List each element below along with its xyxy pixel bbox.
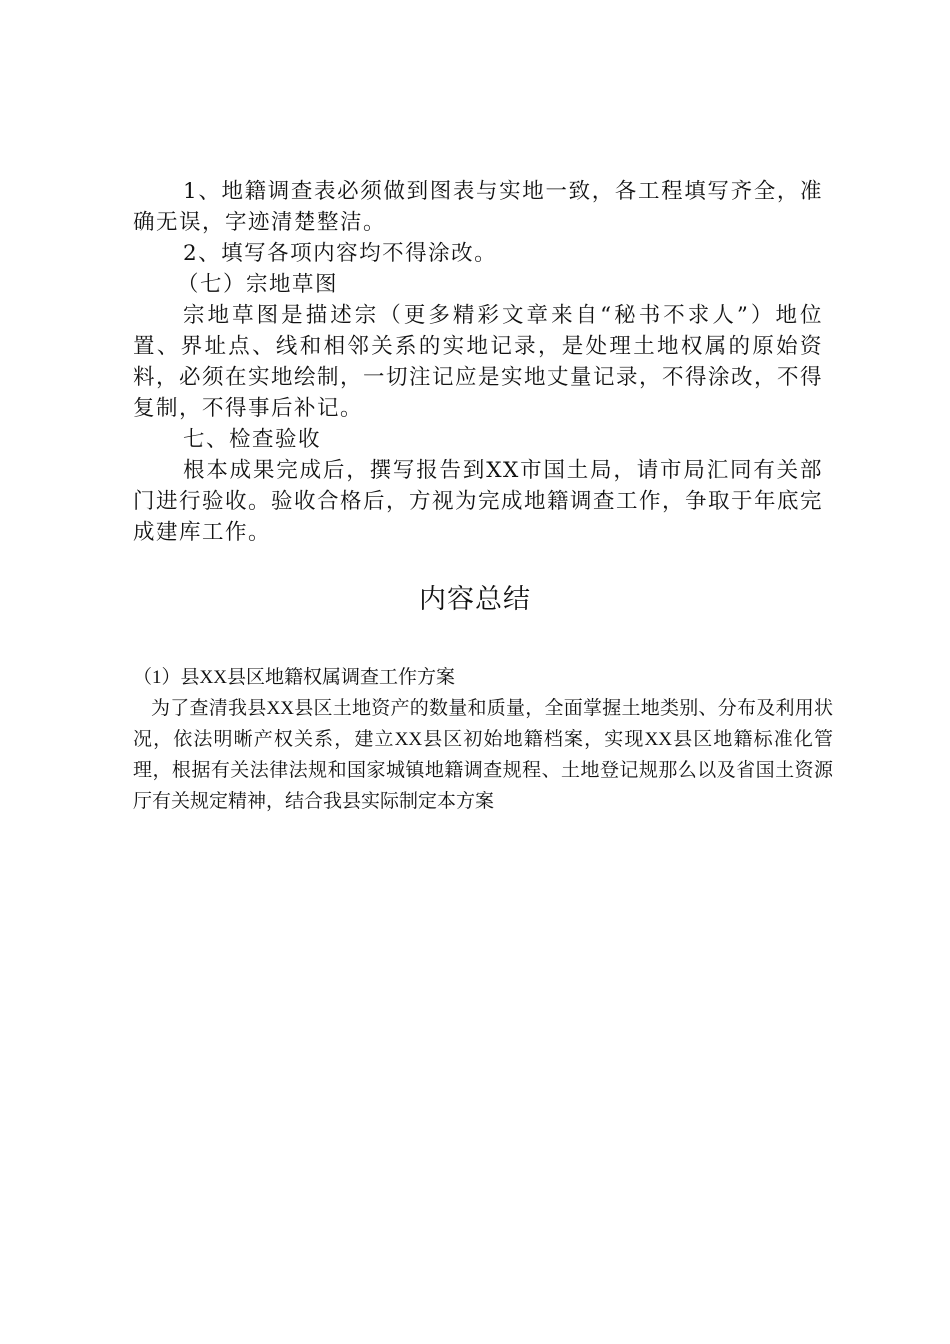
body-text	[133, 176, 823, 548]
paragraph-requirement-2: 2、填写各项内容均不得涂改。	[183, 241, 498, 266]
summary-title: 内容总结	[419, 584, 531, 615]
section-heading-parcel-sketch: （七）宗地草图	[177, 272, 339, 297]
summary-body	[133, 662, 833, 817]
paragraph-inspection: 根本成果完成后，撰写报告到XX市国土局，请市局汇同有关部门进行验收。验收合格后，方视为完成地籍调查工作，争取于年底完成建库工作。	[133, 458, 824, 545]
summary-paragraph: 为了查清我县XX县区土地资产的数量和质量，全面掌握土地类别、分布及利用状况，依法明晰产权关系，建立XX县区初始地籍档案，实现XX县区地籍标准化管理，根据有关法律法规和国家城镇地籍调查规程、土地登记规那么以及省国土资源厅有关规定精神，结合我县实际制定本方案	[133, 698, 833, 812]
paragraph-parcel-sketch: 宗地草图是描述宗（更多精彩文章来自“秘书不求人”）地位置、界址点、线和相邻关系的实地记录，是处理土地权属的原始资料，必须在实地绘制，一切注记应是实地丈量记录，不得涂改，不得复制，不得事后补记。	[133, 303, 824, 421]
summary-heading: （1）县XX县区地籍权属调查工作方案	[133, 667, 455, 688]
paragraph-requirement-1: 1、地籍调查表必须做到图表与实地一致，各工程填写齐全，准确无误，字迹清楚整洁。	[133, 179, 823, 235]
section-heading-inspection: 七、检查验收	[183, 427, 322, 452]
